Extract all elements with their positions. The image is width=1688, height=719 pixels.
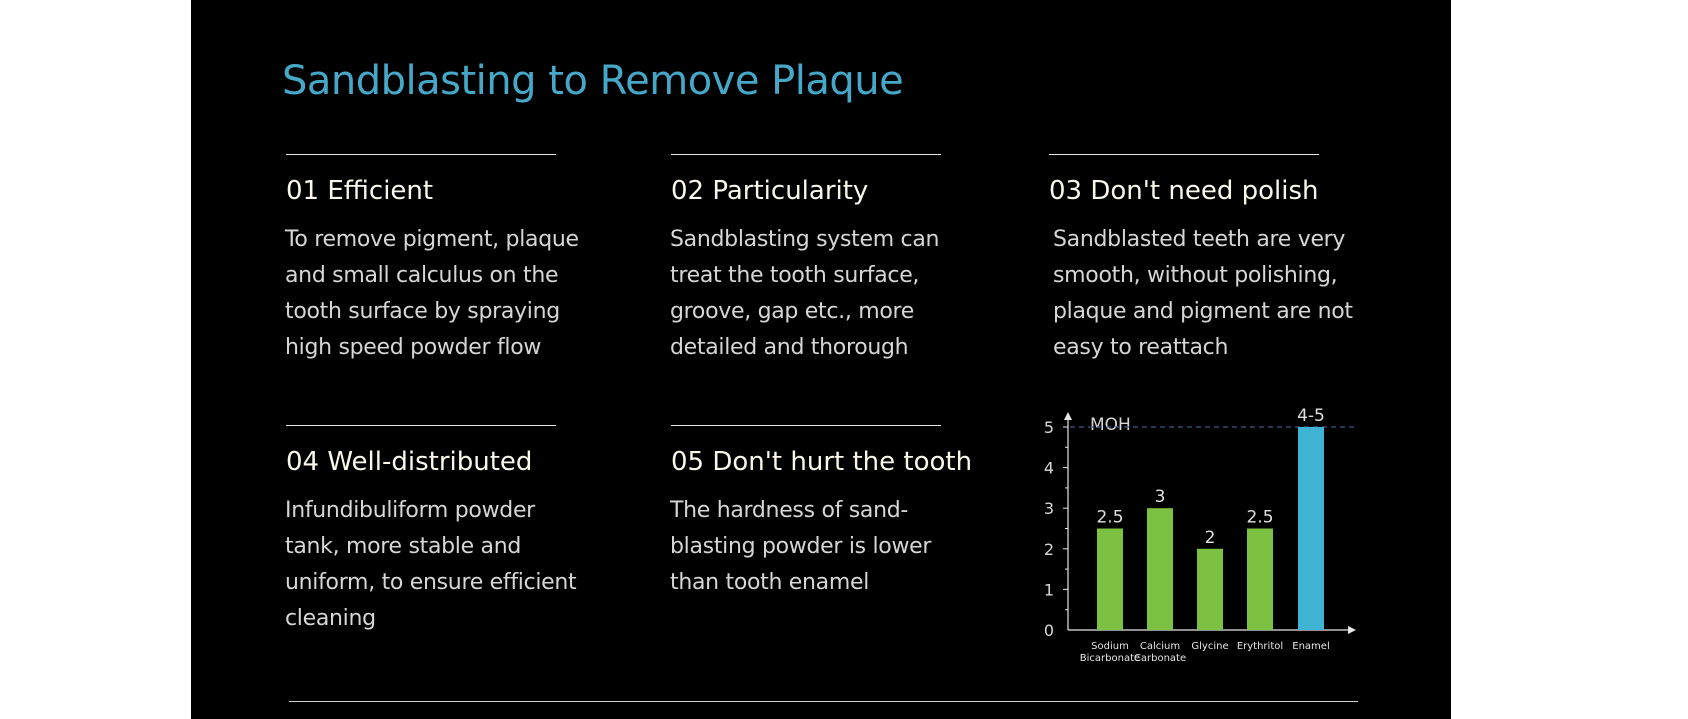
y-tick-label: 1 — [1043, 580, 1054, 600]
feature-heading: 04 Well-distributed — [286, 447, 533, 477]
y-tick-label: 4 — [1043, 458, 1054, 478]
divider — [286, 425, 556, 426]
data-label: 4-5 — [1297, 406, 1325, 426]
divider — [671, 154, 941, 155]
bar — [1097, 529, 1123, 631]
x-tick-label: Glycine — [1191, 641, 1229, 652]
page-title: Sandblasting to Remove Plaque — [282, 58, 904, 104]
hardness-bar-chart — [1030, 404, 1360, 674]
y-tick-label: 2 — [1043, 539, 1054, 559]
x-tick-label: Carbonate — [1133, 653, 1187, 664]
data-label: 2 — [1204, 527, 1216, 548]
feature-description: Sandblasting system can treat the tooth surface, groove, gap etc., more detailed and thorough — [670, 227, 940, 360]
bottom-divider — [289, 701, 1358, 702]
bar — [1197, 549, 1223, 630]
x-tick-label: Calcium — [1139, 641, 1181, 652]
feature-heading: 05 Don't hurt the tooth — [671, 447, 973, 477]
x-tick-label: Sodium — [1091, 641, 1129, 652]
divider — [1049, 154, 1319, 155]
data-label: 2.5 — [1096, 507, 1124, 528]
x-tick-label: Enamel — [1292, 641, 1330, 652]
x-tick-label: Erythritol — [1236, 641, 1284, 652]
bar — [1147, 508, 1173, 630]
feature-description: To remove pigment, plaque and small calculus on the tooth surface by spraying high speed powder flow — [285, 227, 579, 360]
feature-description: The hardness of sand-blasting powder is lower than tooth enamel — [670, 498, 932, 595]
feature-heading: 03 Don't need polish — [1049, 176, 1319, 206]
feature-description: Sandblasted teeth are very smooth, without polishing, plaque and pigment are not easy to reattach — [1053, 227, 1353, 360]
y-tick-label: 5 — [1043, 418, 1054, 437]
x-tick-label: Bicarbonate — [1079, 653, 1141, 664]
feature-heading: 02 Particularity — [671, 176, 869, 206]
y-tick-label: 3 — [1043, 499, 1054, 519]
divider — [671, 425, 941, 426]
y-tick-label: 0 — [1043, 621, 1054, 640]
data-label: 2.5 — [1246, 507, 1274, 528]
bar — [1298, 427, 1324, 630]
feature-heading: 01 Efficient — [286, 176, 434, 206]
divider — [286, 154, 556, 155]
x-axis-arrow — [1348, 626, 1356, 634]
data-label: 3 — [1154, 487, 1166, 508]
y-axis-label: MOH — [1090, 415, 1131, 435]
feature-description: Infundibuliform powder tank, more stable and uniform, to ensure efficient cleaning — [285, 498, 577, 631]
y-axis-arrow — [1064, 412, 1072, 420]
bar — [1247, 529, 1273, 631]
